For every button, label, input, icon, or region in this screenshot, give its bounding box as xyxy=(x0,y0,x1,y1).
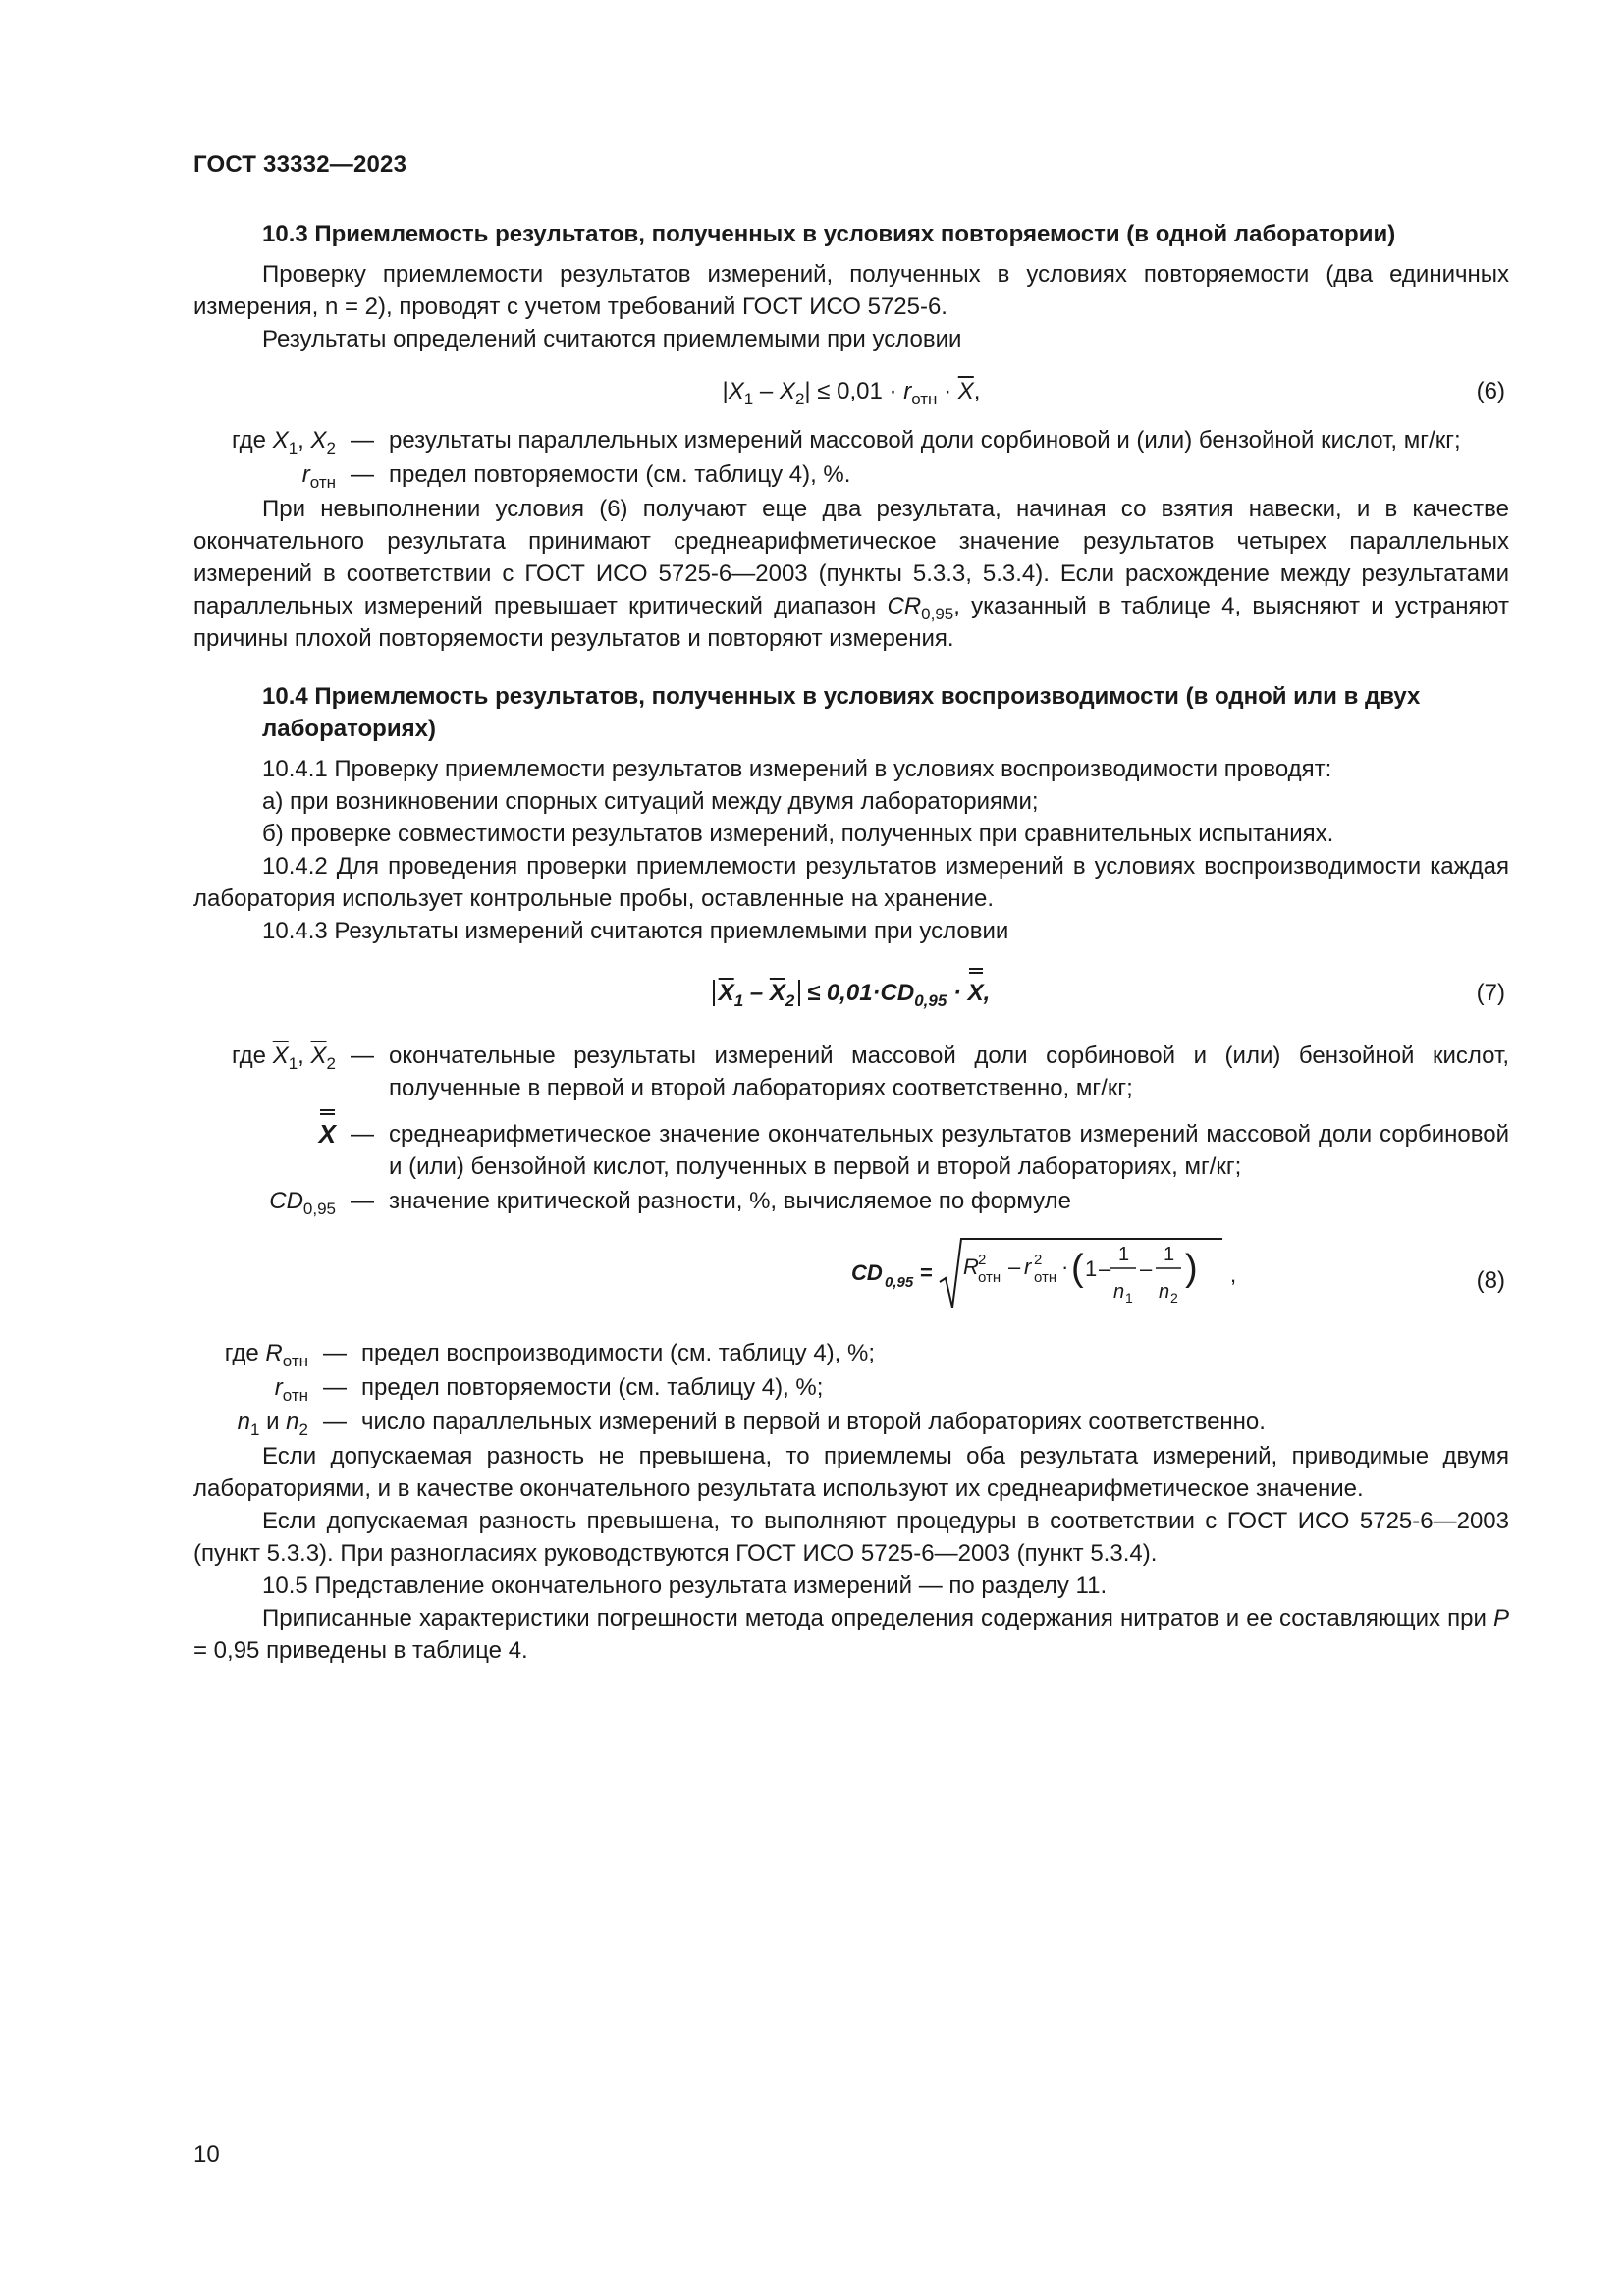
definition-dash: — xyxy=(323,1374,347,1401)
svg-text:2: 2 xyxy=(1034,1252,1043,1268)
definition-text: окончательные результаты измерений массовой доли сорбиновой и (или) бензойной кислот, полученные в первой и второй лабораториях соответственно, мг/кг; xyxy=(389,1042,1509,1101)
definition-symbol: где $R_{отн}$ xyxy=(224,1340,308,1370)
paragraph: 10.4.1 Проверку приемлемости результатов измерений в условиях воспроизводимости проводят: xyxy=(262,756,1332,782)
definition-symbol: где $X_1$, $X_2$ xyxy=(231,427,336,457)
paragraph: 10.4.2 Для проведения проверки приемлемости результатов измерений в условиях воспроизводимости каждая лаборатория использует контрольные пробы, оставленные на хранение. xyxy=(193,853,1509,912)
definition-symbol: $n_1$ и $n_2$ xyxy=(237,1409,308,1439)
definition-text: предел повторяемости (см. таблицу 4), %; xyxy=(361,1374,824,1401)
definition-row xyxy=(193,1337,1509,1369)
definition-text: предел воспроизводимости (см. таблицу 4), %; xyxy=(361,1340,876,1366)
section-heading-10-3: 10.3 Приемлемость результатов, полученных в условиях повторяемости (в одной лаборатории) xyxy=(262,221,1396,247)
svg-text:1: 1 xyxy=(1164,1244,1175,1265)
paragraph: Результаты определений считаются приемлемыми при условии xyxy=(262,326,962,352)
definition-dash: — xyxy=(351,1121,374,1148)
formula-number: (8) xyxy=(1476,1267,1505,1294)
definition-dash: — xyxy=(351,461,374,488)
definition-text: значение критической разности, %, вычисляемое по формуле xyxy=(389,1188,1071,1214)
definition-symbol: X xyxy=(318,1119,336,1148)
formula-6 xyxy=(193,369,1509,414)
definition-dash: — xyxy=(351,1042,374,1069)
paragraph: При невыполнении условия (6) получают еще два результата, начиная со взятия навески, и в качестве окончательного результата принимают среднеарифметическое значение результатов четырех параллельных измерений в соответствии с ГОСТ ИСО 5725-6—2003 (пункты 5.3.3, 5.3.4). Если расхождение между результатами параллельных измерений превышает критический диапазон $CR_{0,95}$, указанный в таблице 4, выясняют и устраняют причины плохой повторяемости результатов и повторяют измерения. xyxy=(193,496,1510,652)
definition-text: предел повторяемости (см. таблицу 4), %. xyxy=(389,461,851,488)
paragraph: Приписанные характеристики погрешности метода определения содержания нитратов и ее составляющих при P = 0,95 приведены в таблице 4. xyxy=(193,1605,1509,1664)
formula-number: (7) xyxy=(1476,980,1505,1006)
formula-8 xyxy=(193,1235,1509,1319)
definition-symbol: где $\overline{X}_1$, $\overline{X}_2$ xyxy=(231,1042,336,1073)
list-item: б) проверке совместимости результатов измерений, полученных при сравнительных испытаниях. xyxy=(262,821,1334,847)
svg-text:1: 1 xyxy=(1085,1256,1098,1281)
definition-text: число параллельных измерений в первой и второй лабораториях соответственно. xyxy=(361,1409,1266,1435)
paragraph: Проверку приемлемости результатов измерений, полученных в условиях повторяемости (два единичных измерения, n = 2), проводят с учетом требований ГОСТ ИСО 5725-6. xyxy=(193,261,1509,320)
svg-text:r: r xyxy=(1024,1255,1032,1279)
definition-row xyxy=(193,1040,1509,1104)
paragraph: Если допускаемая разность превышена, то выполняют процедуры в соответствии с ГОСТ ИСО 5725-6—2003 (пункт 5.3.3). При разногласиях руководствуются ГОСТ ИСО 5725-6—2003 (пункт 5.3.4). xyxy=(193,1508,1509,1567)
definition-symbol: $r_{отн}$ xyxy=(301,461,336,492)
svg-text:1: 1 xyxy=(1125,1290,1133,1306)
definition-row xyxy=(193,1118,1509,1183)
list-item: а) при возникновении спорных ситуаций между двумя лабораториями; xyxy=(262,788,1039,815)
svg-text:–: – xyxy=(1140,1256,1153,1281)
paragraph: 10.4.3 Результаты измерений считаются приемлемыми при условии xyxy=(262,918,1009,944)
formula-expression: $\overline{X}_1 - \overline{X}_2 \le 0,01\cdot CD_{0,95} \cdot X$, xyxy=(193,977,1509,1009)
svg-text:отн: отн xyxy=(1034,1269,1057,1286)
definition-row xyxy=(193,458,1509,491)
paragraph: 10.5 Представление окончательного результата измерений — по разделу 11. xyxy=(262,1573,1108,1599)
definition-text: среднеарифметическое значение окончательных результатов измерений массовой доли сорбиновой и (или) бензойной кислот, полученных в первой и второй лабораториях, мг/кг; xyxy=(389,1121,1509,1180)
section-heading-10-4: 10.4 Приемлемость результатов, полученных в условиях воспроизводимости (в одной или в двух лабораториях) xyxy=(262,683,1421,742)
definition-dash: — xyxy=(323,1409,347,1435)
definition-dash: — xyxy=(323,1340,347,1366)
svg-text:·: · xyxy=(1061,1255,1069,1279)
formula-8-graphic xyxy=(851,1231,1264,1321)
formula-expression: $|X_1 - X_2| \le 0,01 \cdot r_{отн} \cdot \overline{X}$, xyxy=(722,378,981,408)
svg-text:R: R xyxy=(963,1255,979,1279)
svg-text:–: – xyxy=(1008,1255,1021,1279)
definition-symbol: $r_{отн}$ xyxy=(274,1374,308,1405)
svg-text:1: 1 xyxy=(1118,1244,1130,1265)
svg-text:0,95: 0,95 xyxy=(885,1274,914,1291)
definition-symbol: $CD_{0,95}$ xyxy=(269,1188,336,1218)
svg-text:,: , xyxy=(1230,1262,1237,1287)
definition-row xyxy=(193,1406,1509,1438)
paragraph: Если допускаемая разность не превышена, то приемлемы оба результата измерений, приводимые двумя лабораториями, и в качестве окончательного результата используют их среднеарифметическое значение. xyxy=(193,1443,1509,1502)
definition-dash: — xyxy=(351,427,374,454)
definition-row xyxy=(193,424,1509,456)
formula-7 xyxy=(193,965,1509,1022)
svg-text:): ) xyxy=(1185,1248,1198,1289)
svg-text:CD: CD xyxy=(851,1260,883,1285)
svg-text:=: = xyxy=(920,1260,933,1285)
svg-text:2: 2 xyxy=(978,1252,987,1268)
document-body xyxy=(193,218,1509,1667)
svg-text:(: ( xyxy=(1071,1248,1084,1289)
svg-text:n: n xyxy=(1113,1281,1125,1303)
svg-text:–: – xyxy=(1099,1256,1111,1281)
definition-row xyxy=(193,1185,1509,1217)
page-number: 10 xyxy=(193,2141,220,2167)
definition-text: результаты параллельных измерений массовой доли сорбиновой и (или) бензойной кислот, мг/кг; xyxy=(389,427,1461,454)
formula-number: (6) xyxy=(1476,378,1505,404)
definition-row xyxy=(193,1371,1509,1404)
definition-dash: — xyxy=(351,1188,374,1214)
document-header: ГОСТ 33332—2023 xyxy=(193,151,407,178)
svg-text:n: n xyxy=(1159,1281,1170,1303)
svg-text:отн: отн xyxy=(978,1269,1001,1286)
svg-text:2: 2 xyxy=(1170,1290,1178,1306)
